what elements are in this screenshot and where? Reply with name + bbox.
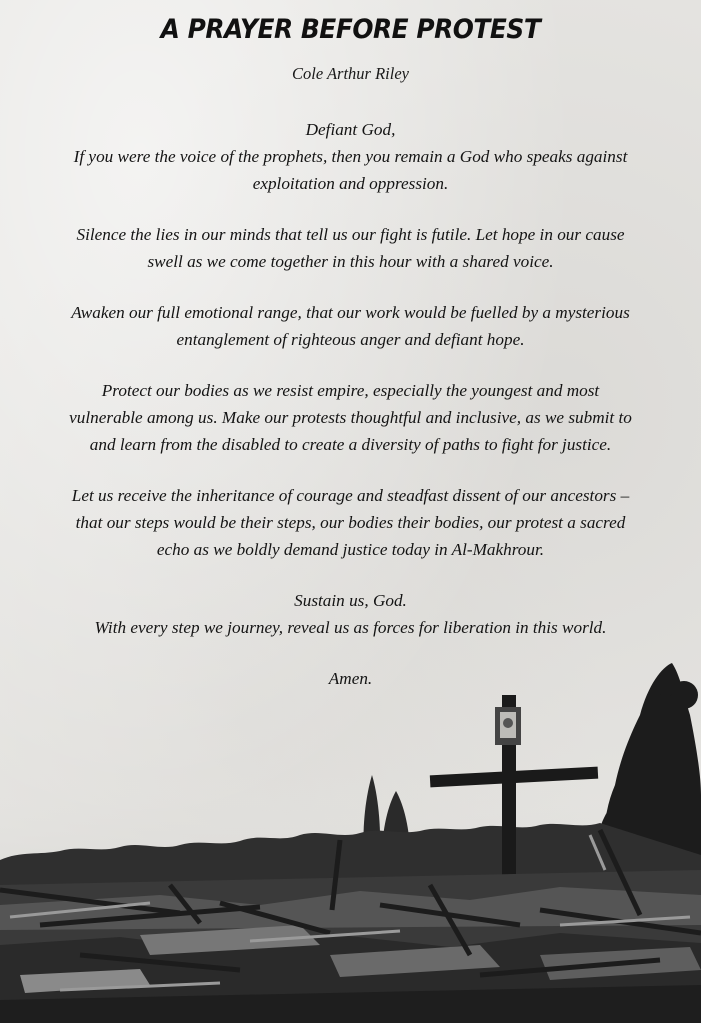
stanza-4 (18, 377, 683, 458)
stanza-line: With every step we journey, reveal us as forces for liberation in this world. (94, 618, 607, 637)
stanza-line: Defiant God, (305, 120, 396, 139)
author-name: Cole Arthur Riley (291, 64, 409, 83)
stanza-line: Protect our bodies as we resist empire, especially the youngest and most (101, 381, 600, 400)
stanza-line: exploitation and oppression. (252, 174, 449, 193)
stanza-line: and learn from the disabled to create a diversity of paths to fight for justice. (89, 435, 612, 454)
rubble-cross-photo (0, 655, 701, 1023)
stanza-line: entanglement of righteous anger and defiant hope. (176, 330, 525, 349)
stanza-3 (18, 299, 683, 353)
stanza-line: Sustain us, God. (294, 591, 407, 610)
stanza-1 (18, 116, 683, 197)
stanza-line: vulnerable among us. Make our protests thoughtful and inclusive, as we submit to (69, 408, 632, 427)
stanza-line: Silence the lies in our minds that tell us our fight is futile. Let hope in our cause (76, 225, 625, 244)
stanza-line: that our steps would be their steps, our bodies their bodies, our protest a sacred (75, 513, 626, 532)
page-title: A PRAYER BEFORE PROTEST (160, 14, 541, 45)
stanza-line: echo as we boldly demand justice today in Al-Makhrour. (156, 540, 545, 559)
stanza-line: swell as we come together in this hour with a shared voice. (147, 252, 554, 271)
stanza-5 (18, 482, 683, 563)
stanza-6 (18, 587, 683, 641)
stanza-line: Awaken our full emotional range, that our work would be fuelled by a mysterious (71, 303, 630, 322)
stanza-line: Amen. (328, 669, 373, 688)
stanza-2 (18, 221, 683, 275)
stanza-line: Let us receive the inheritance of courage and steadfast dissent of our ancestors – (71, 486, 630, 505)
stanza-line: If you were the voice of the prophets, then you remain a God who speaks against (73, 147, 628, 166)
